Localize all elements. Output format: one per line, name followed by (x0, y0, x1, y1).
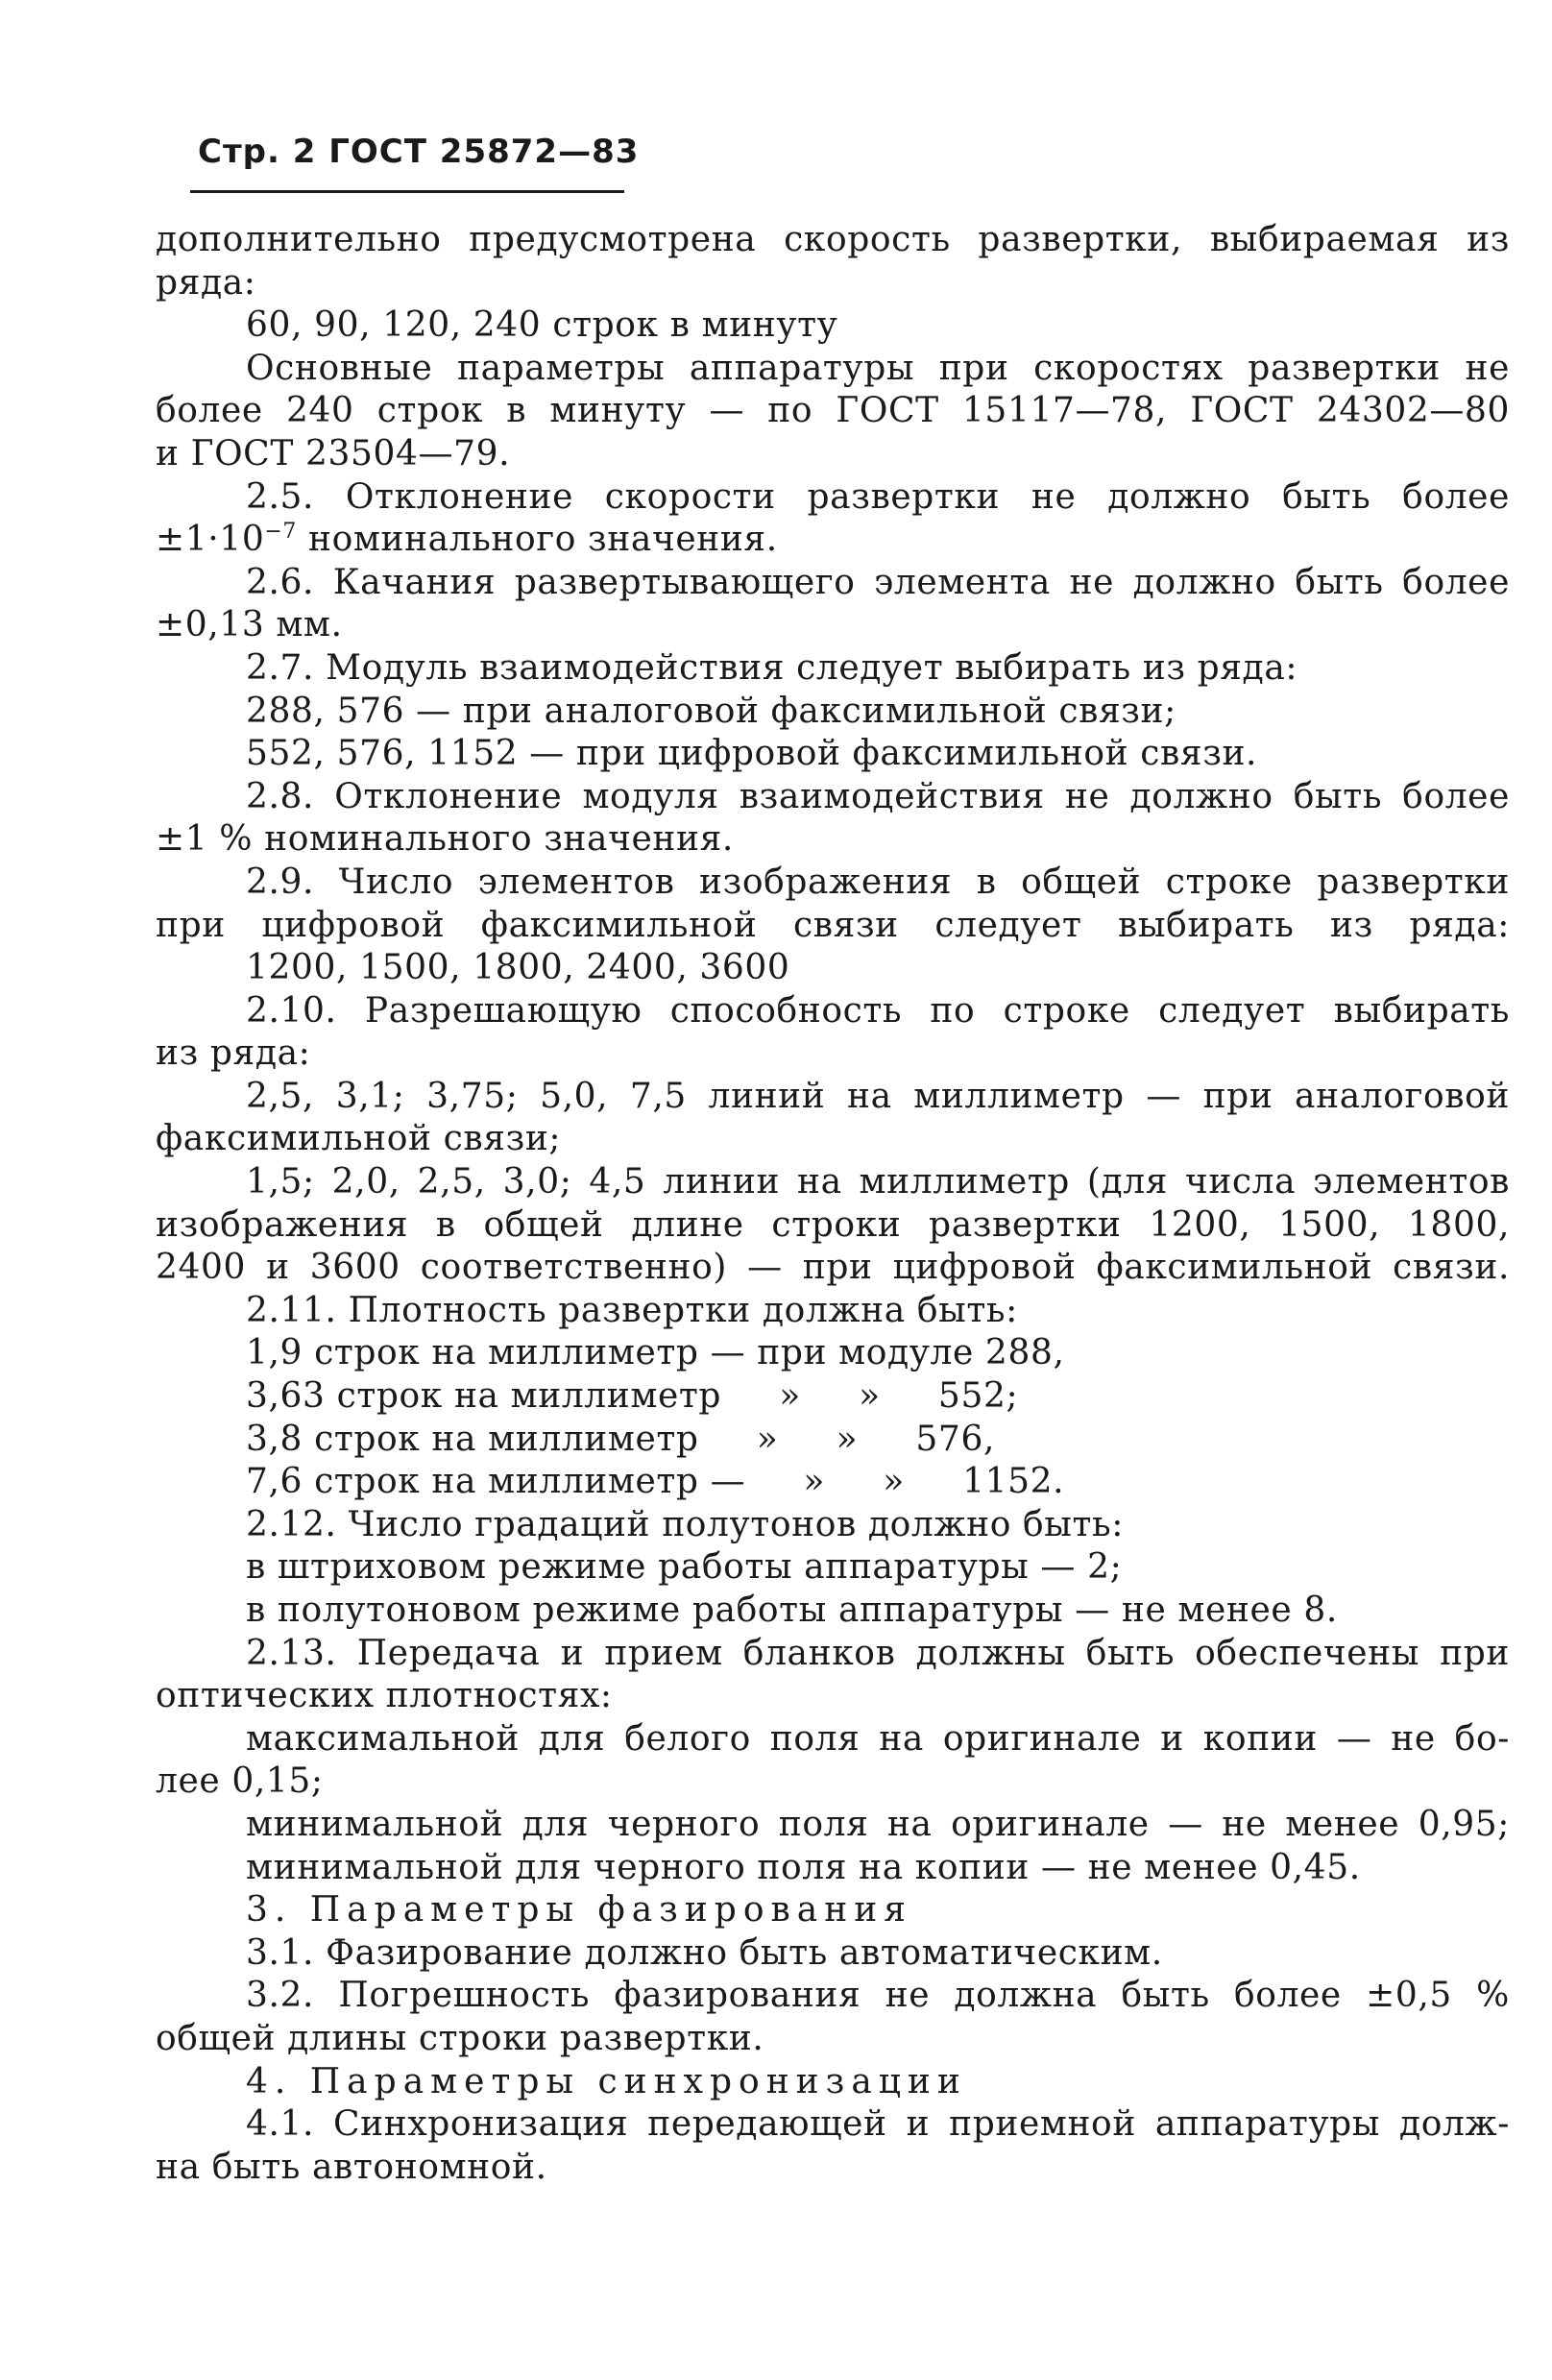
clause-2-6: 2.6. Качания развертывающего элемента не должно быть более (246, 562, 1510, 602)
text-line: 60, 90, 120, 240 строк в минуту (246, 305, 838, 346)
text-fragment: номинального значения. (296, 520, 778, 560)
text-line: 552, 576, 1152 — при цифровой факсимильной связи. (246, 734, 1258, 774)
clause-2-8: 2.8. Отклонение модуля взаимодействия не должно быть более (246, 776, 1510, 816)
clause-2-9: 2.9. Число элементов изображения в общей строке развертки (246, 862, 1510, 902)
text-line: минимальной для черного поля на оригинале — не менее 0,95; (246, 1804, 1510, 1844)
text-line (156, 519, 1510, 562)
text-line: факсимильной связи; (156, 1119, 562, 1159)
text-line: ±1 % номинального значения. (156, 819, 734, 860)
text-line: на быть автономной. (156, 2147, 547, 2187)
clause-2-13: 2.13. Передача и прием бланков должны быть обеспечены при (246, 1633, 1510, 1673)
text-line: оптических плотностях: (156, 1676, 613, 1716)
text-line: 3,63 строк на миллиметр » » 552; (246, 1376, 1019, 1417)
text-line: 288, 576 — при аналоговой факсимильной связи; (246, 691, 1176, 731)
text-line: в полутоновом режиме работы аппаратуры — не менее 8. (246, 1591, 1338, 1630)
text-line: и ГОСТ 23504—79. (156, 433, 511, 474)
section-4-heading: 4. Параметры синхронизации (246, 2061, 967, 2101)
text-line: 1,5; 2,0, 2,5, 3,0; 4,5 линии на миллиметр (для числа элементов (246, 1162, 1510, 1202)
clause-2-5: 2.5. Отклонение скорости развертки не должно быть более (246, 476, 1510, 517)
text-line: лее 0,15; (156, 1761, 324, 1802)
clause-4-1: 4.1. Синхронизация передающей и приемной аппаратуры долж- (246, 2104, 1510, 2145)
exponent: −7 (264, 520, 297, 545)
text-line: общей длины строки развертки. (156, 2018, 764, 2058)
text-line: минимальной для черного поля на копии — не менее 0,45. (246, 1847, 1361, 1887)
text-line: ряда: (156, 262, 256, 303)
text-line: максимальной для белого поля на оригинале и копии — не бо- (246, 1718, 1510, 1759)
text-line: 2400 и 3600 соответственно) — при цифровой факсимильной связи. (156, 1248, 1510, 1288)
text-line: более 240 строк в минуту — по ГОСТ 15117—78, ГОСТ 24302—80 (156, 391, 1510, 431)
clause-2-10: 2.10. Разрешающую способность по строке следует выбирать (246, 990, 1510, 1031)
text-line: в штриховом режиме работы аппаратуры — 2; (246, 1547, 1123, 1588)
text-line: ±0,13 мм. (156, 605, 343, 645)
text-line: 3,8 строк на миллиметр » » 576, (246, 1419, 995, 1459)
clause-2-12: 2.12. Число градаций полутонов должно быть: (246, 1504, 1124, 1544)
clause-3-1: 3.1. Фазирование должно быть автоматическим. (246, 1932, 1163, 1973)
text-line: 1200, 1500, 1800, 2400, 3600 (246, 948, 790, 988)
text-line: при цифровой факсимильной связи следует выбирать из ряда: (156, 905, 1510, 945)
header-rule (190, 190, 624, 193)
text-line: из ряда: (156, 1033, 311, 1074)
clause-2-7: 2.7. Модуль взаимодействия следует выбирать из ряда: (246, 647, 1298, 688)
document-body (156, 219, 1510, 2189)
section-3-heading: 3. Параметры фазирования (246, 1890, 912, 1931)
tolerance-value: ±1·10 (156, 520, 265, 560)
text-line: дополнительно предусмотрена скорость развертки, выбираемая из (156, 220, 1510, 259)
clause-2-11: 2.11. Плотность развертки должна быть: (246, 1290, 1018, 1330)
text-line: 1,9 строк на миллиметр — при модуле 288, (246, 1333, 1065, 1373)
page-header: Стр. 2 ГОСТ 25872—83 (198, 133, 640, 171)
clause-3-2: 3.2. Погрешность фазирования не должна быть более ±0,5 % (246, 1976, 1510, 2016)
text-line: 2,5, 3,1; 3,75; 5,0, 7,5 линий на миллиметр — при аналоговой (246, 1076, 1510, 1116)
text-line: Основные параметры аппаратуры при скоростях развертки не (246, 348, 1510, 388)
text-line: изображения в общей длине строки развертки 1200, 1500, 1800, (156, 1204, 1510, 1245)
text-line: 7,6 строк на миллиметр — » » 1152. (246, 1462, 1065, 1502)
